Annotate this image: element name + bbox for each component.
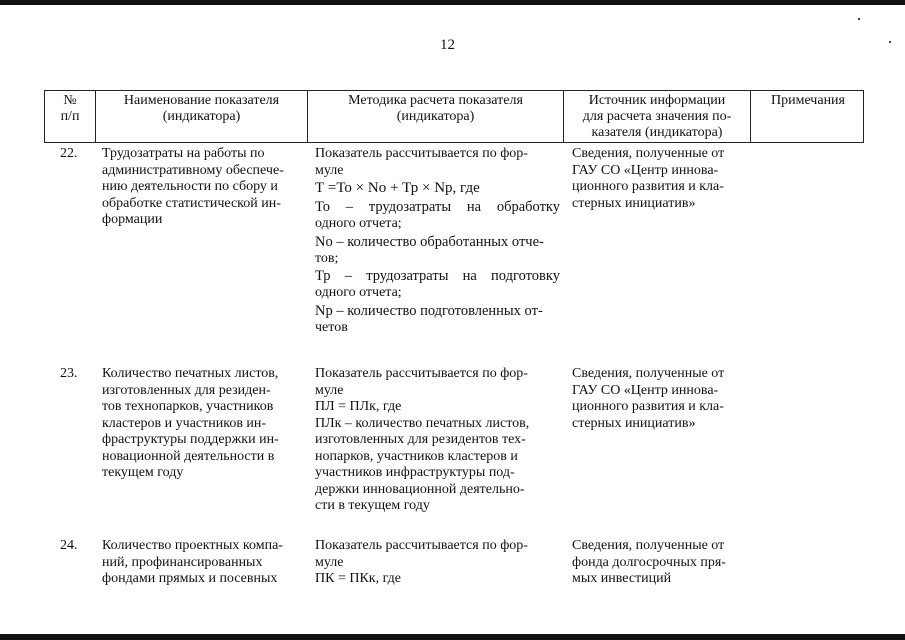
indicator-name: Количество печатных листов, изготовленных для резиден- тов технопарков, участников кластеров и участников ин- фраструктуры поддержки ин- новационной деятельности в текущем году bbox=[102, 366, 279, 480]
header-number: № п/п bbox=[60, 93, 80, 124]
header-information-source: Источник информации для расчета значения по- казателя (индикатора) bbox=[582, 93, 732, 140]
top-scan-border bbox=[0, 0, 905, 5]
information-source: Сведения, полученные от фонда долгосрочных пря- мых инвестиций bbox=[572, 538, 726, 586]
bottom-scan-border bbox=[0, 634, 905, 640]
header-notes: Примечания bbox=[770, 93, 845, 108]
header-indicator-name: Наименование показателя (индикатора) bbox=[123, 93, 280, 124]
table-header bbox=[44, 90, 864, 143]
information-source: Сведения, полученные от ГАУ СО «Центр иннова- ционного развития и кла- стерных инициатив» bbox=[572, 146, 725, 211]
calculation-method: Показатель рассчитывается по фор- муле ПЛ = ПЛк, где ПЛк – количество печатных листов, изготовленных для резидентов тех- нопарков, участников кластеров и участников инфраструктуры под- держки инновационной деятельно- сти в текущем году bbox=[315, 366, 530, 513]
indicator-name: Трудозатраты на работы по административному обеспече- нию деятельности по сбору и обработке статистической ин- формации bbox=[102, 146, 284, 227]
calculation-method: Показатель рассчитывается по фор- муле ПК = ПКк, где bbox=[315, 538, 528, 586]
indicator-name: Количество проектных компа- ний, профинансированных фондами прямых и посевных bbox=[102, 538, 283, 586]
row-number: 24. bbox=[60, 538, 78, 553]
calculation-method: Показатель рассчитывается по фор- муле Т =То × Nо + Тр × Nр, где То – трудозатраты на обработку одного отчета; Nо – количество обработанных отче- тов; Тр – трудозатраты на подготовку одного отчета; Nр – количество подготовленных от- четов bbox=[315, 146, 560, 335]
row-number: 23. bbox=[60, 366, 78, 381]
scan-speck bbox=[858, 18, 860, 20]
page-number: 12 bbox=[440, 37, 455, 53]
information-source: Сведения, полученные от ГАУ СО «Центр иннова- ционного развития и кла- стерных инициатив» bbox=[572, 366, 725, 431]
scan-speck bbox=[889, 41, 891, 43]
header-calculation-method: Методика расчета показателя (индикатора) bbox=[348, 93, 523, 124]
row-number: 22. bbox=[60, 146, 78, 161]
